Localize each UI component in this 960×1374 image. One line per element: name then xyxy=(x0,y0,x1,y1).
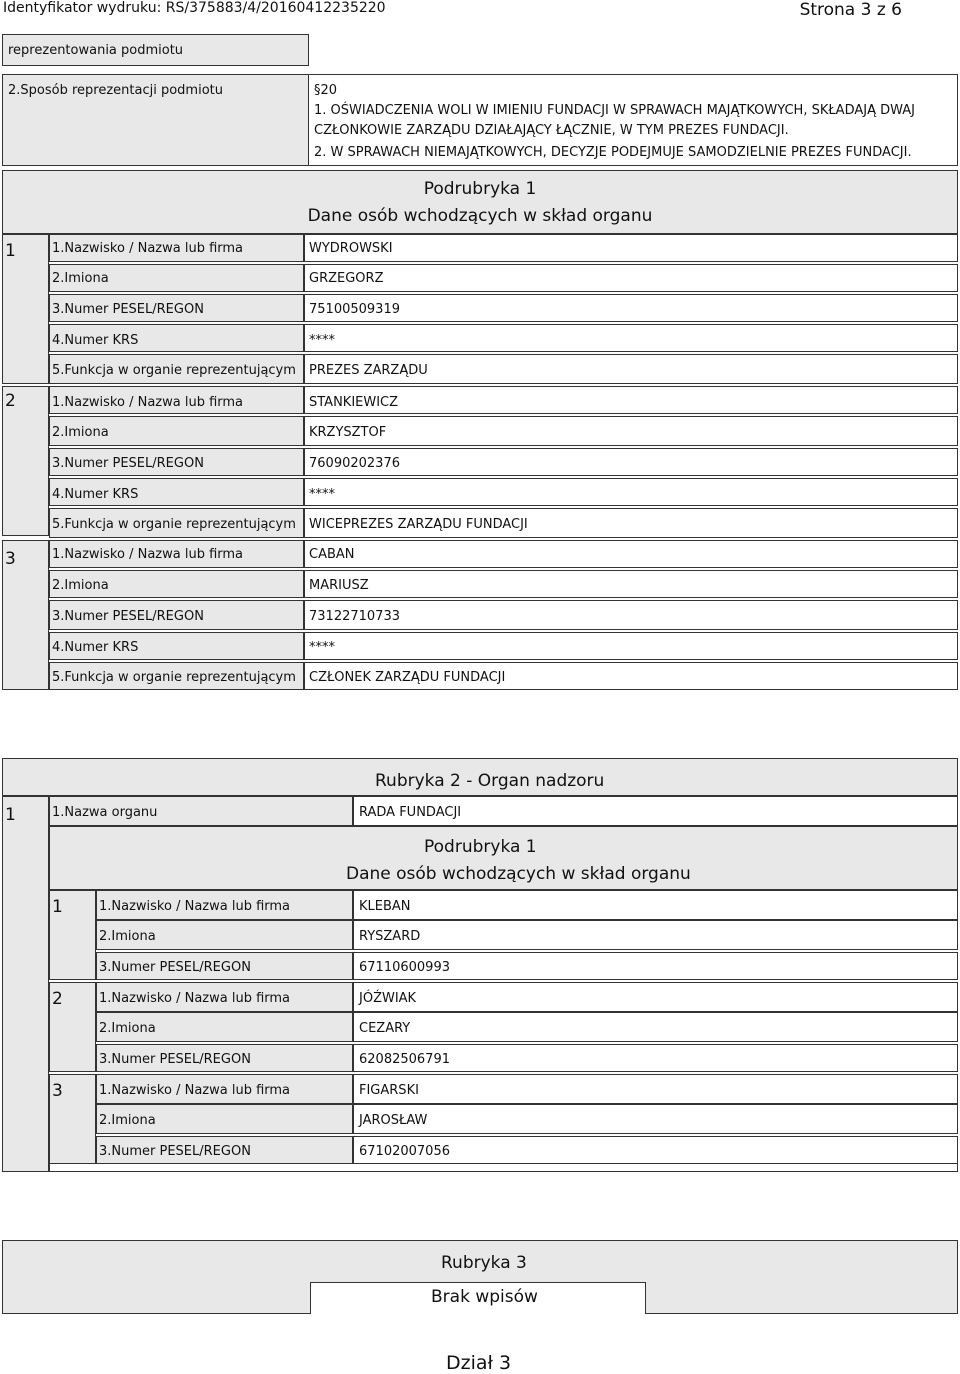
value-cell xyxy=(353,890,958,920)
value-cell xyxy=(304,294,958,322)
first-name-value: CEZARY xyxy=(359,1021,411,1036)
pesel-value: 62082506791 xyxy=(359,1052,450,1067)
section-header xyxy=(2,758,958,796)
value-cell xyxy=(353,952,958,980)
representation-method-label: 2.Sposób reprezentacji podmiotu xyxy=(8,83,223,98)
krs-value: **** xyxy=(309,487,335,502)
label-cell xyxy=(49,448,304,476)
name-label: 1.Nazwisko / Nazwa lub firma xyxy=(52,547,244,562)
surname-value: JÓŹWIAK xyxy=(359,991,417,1006)
value-cell xyxy=(304,324,958,352)
function-label: 5.Funkcja w organie reprezentującym xyxy=(52,363,296,378)
member-number-cell xyxy=(49,890,96,980)
value-cell xyxy=(353,796,958,826)
label-cell xyxy=(96,952,353,980)
value-cell xyxy=(304,264,958,292)
label-cell xyxy=(96,920,353,950)
label-cell xyxy=(49,386,304,414)
value-cell xyxy=(304,540,958,568)
label-cell xyxy=(96,1074,353,1104)
pesel-value: 75100509319 xyxy=(309,302,400,317)
label-cell xyxy=(49,600,304,630)
pesel-label: 3.Numer PESEL/REGON xyxy=(99,1052,251,1067)
value-cell xyxy=(304,478,958,506)
krs-label: 4.Numer KRS xyxy=(52,640,139,655)
surname-value: CABAN xyxy=(309,547,355,562)
subsection-title: Podrubryka 1 xyxy=(424,837,537,857)
representation-method-value-cell xyxy=(308,74,958,166)
function-value: CZŁONEK ZARZĄDU FUNDACJI xyxy=(309,670,506,685)
surname-value: KLEBAN xyxy=(359,899,411,914)
section-title: Rubryka 2 - Organ nadzoru xyxy=(375,771,605,791)
surname-value: WYDROWSKI xyxy=(309,241,393,256)
member-number: 3 xyxy=(52,1081,63,1101)
first-name-label: 2.Imiona xyxy=(99,1021,156,1036)
pesel-label: 3.Numer PESEL/REGON xyxy=(99,1144,251,1159)
subsection-title: Podrubryka 1 xyxy=(423,179,537,199)
function-label: 5.Funkcja w organie reprezentującym xyxy=(52,517,296,532)
label-cell xyxy=(96,1136,353,1164)
organ-name-label: 1.Nazwa organu xyxy=(52,805,158,820)
section-title: Rubryka 3 xyxy=(441,1253,527,1273)
organ-name-value: RADA FUNDACJI xyxy=(359,805,462,820)
value-cell xyxy=(304,570,958,598)
table-bottom-border xyxy=(49,1164,958,1172)
label-cell xyxy=(96,890,353,920)
function-value: PREZES ZARZĄDU xyxy=(309,363,428,378)
value-cell xyxy=(304,508,958,538)
name-label: 1.Nazwisko / Nazwa lub firma xyxy=(52,241,244,256)
pesel-label: 3.Numer PESEL/REGON xyxy=(99,960,251,975)
value-cell xyxy=(353,1012,958,1042)
pesel-label: 3.Numer PESEL/REGON xyxy=(52,302,204,317)
subsection-subtitle: Dane osób wchodzących w skład organu xyxy=(346,864,691,884)
krs-label: 4.Numer KRS xyxy=(52,487,139,502)
member-number-cell xyxy=(49,1074,96,1164)
person-number-cell xyxy=(2,234,49,384)
person-number: 2 xyxy=(5,391,16,411)
first-name-label: 2.Imiona xyxy=(99,1113,156,1128)
value-cell xyxy=(304,416,958,446)
value-cell xyxy=(353,1136,958,1164)
label-cell xyxy=(96,1012,353,1042)
value-cell xyxy=(304,234,958,262)
name-label: 1.Nazwisko / Nazwa lub firma xyxy=(99,991,291,1006)
label-cell xyxy=(49,540,304,568)
representation-label: reprezentowania podmiotu xyxy=(8,43,184,58)
label-cell xyxy=(49,662,304,690)
representation-line: CZŁONKOWIE ZARZĄDU DZIAŁAJĄCY ŁĄCZNIE, W TYM PREZES FUNDACJI. xyxy=(314,123,789,138)
surname-value: STANKIEWICZ xyxy=(309,395,399,410)
function-label: 5.Funkcja w organie reprezentującym xyxy=(52,670,296,685)
first-name-label: 2.Imiona xyxy=(99,929,156,944)
label-cell xyxy=(96,982,353,1012)
label-cell xyxy=(49,478,304,506)
person-number-cell xyxy=(2,386,49,536)
first-name-label: 2.Imiona xyxy=(52,578,109,593)
member-number: 1 xyxy=(52,897,63,917)
value-cell xyxy=(310,1282,646,1314)
name-label: 1.Nazwisko / Nazwa lub firma xyxy=(99,899,291,914)
value-cell xyxy=(304,632,958,660)
no-entries: Brak wpisów xyxy=(431,1287,538,1307)
label-cell xyxy=(49,354,304,384)
pesel-label: 3.Numer PESEL/REGON xyxy=(52,456,204,471)
label-cell xyxy=(49,264,304,292)
member-number: 2 xyxy=(52,989,63,1009)
person-number-cell xyxy=(2,540,49,690)
member-number-cell xyxy=(49,982,96,1072)
label-cell xyxy=(49,570,304,598)
label-cell xyxy=(49,416,304,446)
value-cell xyxy=(353,982,958,1012)
first-name-label: 2.Imiona xyxy=(52,271,109,286)
first-name-value: GRZEGORZ xyxy=(309,271,384,286)
value-cell xyxy=(304,600,958,630)
organ-number-cell xyxy=(2,796,49,1172)
name-label: 1.Nazwisko / Nazwa lub firma xyxy=(52,395,244,410)
first-name-value: KRZYSZTOF xyxy=(309,425,387,440)
krs-value: **** xyxy=(309,640,335,655)
representation-label-cell xyxy=(2,34,309,66)
person-number: 1 xyxy=(5,241,16,261)
label-cell xyxy=(49,508,304,538)
first-name-value: JAROSŁAW xyxy=(359,1113,428,1128)
value-cell xyxy=(304,386,958,414)
first-name-label: 2.Imiona xyxy=(52,425,109,440)
value-cell xyxy=(353,1074,958,1104)
subsection-header xyxy=(49,826,958,890)
section-heading: Dział 3 xyxy=(446,1352,512,1374)
value-cell xyxy=(353,1044,958,1072)
label-cell xyxy=(49,324,304,352)
label-cell xyxy=(49,234,304,262)
label-cell xyxy=(96,1044,353,1072)
representation-line: §20 xyxy=(314,83,338,98)
value-cell xyxy=(353,1104,958,1134)
function-value: WICEPREZES ZARZĄDU FUNDACJI xyxy=(309,517,528,532)
print-id: Identyfikator wydruku: RS/375883/4/20160412235220 xyxy=(3,0,386,16)
pesel-value: 67102007056 xyxy=(359,1144,450,1159)
value-cell xyxy=(304,662,958,690)
krs-label: 4.Numer KRS xyxy=(52,333,139,348)
surname-value: FIGARSKI xyxy=(359,1083,419,1098)
subsection-subtitle: Dane osób wchodzących w skład organu xyxy=(307,206,653,226)
pesel-value: 73122710733 xyxy=(309,609,400,624)
page-number: Strona 3 z 6 xyxy=(799,0,902,20)
pesel-value: 76090202376 xyxy=(309,456,400,471)
person-number: 3 xyxy=(5,549,16,569)
pesel-label: 3.Numer PESEL/REGON xyxy=(52,609,204,624)
krs-value: **** xyxy=(309,333,335,348)
first-name-value: RYSZARD xyxy=(359,929,421,944)
label-cell xyxy=(49,294,304,322)
value-cell xyxy=(304,354,958,384)
first-name-value: MARIUSZ xyxy=(309,578,369,593)
subsection-header xyxy=(2,170,958,234)
organ-number: 1 xyxy=(5,805,16,825)
label-cell xyxy=(49,796,353,826)
representation-line: 1. OŚWIADCZENIA WOLI W IMIENIU FUNDACJI W SPRAWACH MAJĄTKOWYCH, SKŁADAJĄ DWAJ xyxy=(314,103,915,118)
value-cell xyxy=(304,448,958,476)
value-cell xyxy=(353,920,958,950)
representation-method-label-cell xyxy=(2,74,309,166)
pesel-value: 67110600993 xyxy=(359,960,450,975)
label-cell xyxy=(49,632,304,660)
representation-line: 2. W SPRAWACH NIEMAJĄTKOWYCH, DECYZJE PODEJMUJE SAMODZIELNIE PREZES FUNDACJI. xyxy=(314,145,912,160)
name-label: 1.Nazwisko / Nazwa lub firma xyxy=(99,1083,291,1098)
label-cell xyxy=(96,1104,353,1134)
